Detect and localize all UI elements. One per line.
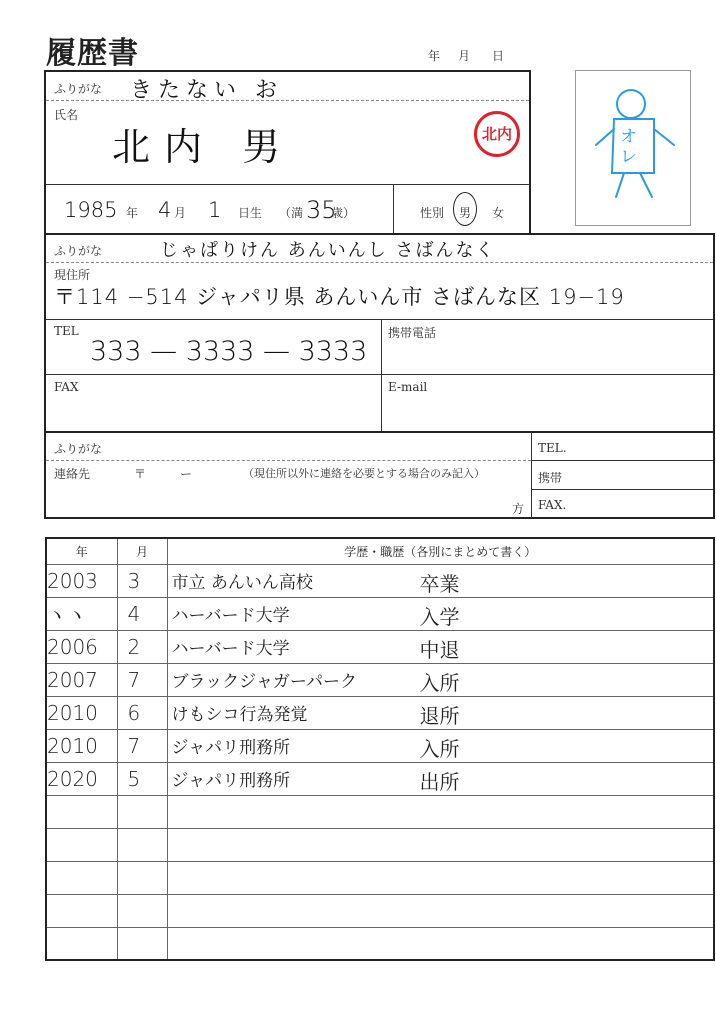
birth-year-label: 年 xyxy=(126,206,139,220)
history-month-cell[interactable] xyxy=(117,927,167,960)
email-label: E-mail xyxy=(388,380,428,394)
gender-circle-mark xyxy=(453,192,477,226)
birth-month[interactable]: 4 xyxy=(158,198,172,222)
history-status: 中退 xyxy=(419,637,460,662)
table-row xyxy=(46,564,714,597)
table-row xyxy=(46,894,714,927)
history-year-cell[interactable]: 2010 xyxy=(46,696,117,729)
history-desc: ハーバード大学 xyxy=(171,606,290,626)
history-month-cell[interactable]: 3 xyxy=(117,564,167,597)
contact-furigana-label: ふりがな xyxy=(54,442,103,456)
address-furigana-value[interactable]: じゃぱりけん あんいんし さばんなく xyxy=(160,240,496,261)
mobile-label: 携帯電話 xyxy=(388,326,437,340)
age-suffix: 歳） xyxy=(331,206,356,220)
history-body xyxy=(46,564,714,960)
address-furigana-divider xyxy=(46,262,713,263)
age-prefix: （満 xyxy=(279,206,304,220)
history-year-cell[interactable] xyxy=(46,927,117,960)
birth-month-label: 月 xyxy=(174,206,187,220)
name-label: 氏名 xyxy=(54,108,79,122)
table-row xyxy=(46,795,714,828)
history-desc: ジャパリ刑務所 xyxy=(171,771,291,791)
table-row xyxy=(46,828,714,861)
history-desc-cell[interactable] xyxy=(167,630,714,663)
contact-postal-mark: 〒 xyxy=(134,467,147,481)
history-year-cell[interactable]: 2003 xyxy=(46,564,117,597)
page-title: 履歴書 xyxy=(46,36,139,71)
table-row xyxy=(46,729,714,762)
history-month-cell[interactable] xyxy=(117,828,167,861)
contact-label: 連絡先 xyxy=(54,467,91,481)
history-table xyxy=(45,537,715,961)
table-row xyxy=(46,927,714,960)
history-month-cell[interactable]: 6 xyxy=(117,696,167,729)
history-month-cell[interactable] xyxy=(117,894,167,927)
history-desc-cell[interactable] xyxy=(167,663,714,696)
furigana-value[interactable]: きたない お xyxy=(130,78,283,103)
address-divider xyxy=(46,319,713,320)
birth-year[interactable]: 1985 xyxy=(64,198,118,222)
history-month-cell[interactable]: 5 xyxy=(117,762,167,795)
photo-text: オレ xyxy=(620,127,637,167)
history-year-cell[interactable] xyxy=(46,795,117,828)
history-status: 入所 xyxy=(419,670,460,695)
address-value[interactable]: 〒114 −514 ジャパリ県 あんいん市 さばんな区 19−19 xyxy=(54,285,625,309)
birth-day-label: 日生 xyxy=(238,206,263,220)
contact-mobile-divider xyxy=(532,489,713,490)
address-box xyxy=(44,233,715,433)
contact-care-of: 方 xyxy=(512,502,525,516)
history-status: 卒業 xyxy=(419,571,460,596)
tel-divider xyxy=(46,374,713,375)
contact-tel-divider xyxy=(532,460,713,461)
history-desc-cell[interactable] xyxy=(167,927,714,960)
table-row xyxy=(46,597,714,630)
gender-label: 性別 xyxy=(420,206,445,220)
history-year-cell[interactable]: 2006 xyxy=(46,630,117,663)
history-status: 入所 xyxy=(419,736,460,761)
table-row xyxy=(46,663,714,696)
history-year-cell[interactable]: 2007 xyxy=(46,663,117,696)
history-desc: ジャパリ刑務所 xyxy=(171,738,291,758)
furigana-label: ふりがな xyxy=(54,82,103,96)
history-desc: けもシコ行為発覚 xyxy=(171,705,308,725)
history-desc-cell[interactable] xyxy=(167,828,714,861)
age-value[interactable]: 35 xyxy=(306,196,337,224)
photo-box xyxy=(575,70,691,226)
history-status: 入学 xyxy=(419,604,460,629)
history-month-cell[interactable] xyxy=(117,861,167,894)
history-desc-cell[interactable] xyxy=(167,597,714,630)
table-row xyxy=(46,762,714,795)
fax-label: FAX xyxy=(54,380,79,394)
contact-mobile-label: 携帯 xyxy=(538,471,563,485)
history-year-cell[interactable] xyxy=(46,894,117,927)
contact-furigana-divider xyxy=(46,460,531,461)
history-month-cell[interactable] xyxy=(117,795,167,828)
history-header-desc: 学歴・職歴（各別にまとめて書く） xyxy=(167,538,714,564)
address-furigana-label: ふりがな xyxy=(54,244,103,258)
seal-stamp xyxy=(474,111,520,157)
furigana-divider xyxy=(46,100,529,101)
gender-divider xyxy=(393,185,394,234)
birth-day[interactable]: 1 xyxy=(208,198,222,222)
history-year-cell[interactable]: ヽヽ xyxy=(46,597,117,630)
history-year-cell[interactable]: 2010 xyxy=(46,729,117,762)
history-month-cell[interactable]: 7 xyxy=(117,729,167,762)
history-desc: ブラックジャガーパーク xyxy=(171,672,357,692)
gender-female[interactable]: 女 xyxy=(492,206,505,220)
table-row xyxy=(46,630,714,663)
contact-dash: ー xyxy=(180,467,193,481)
history-month-cell[interactable]: 2 xyxy=(117,630,167,663)
history-desc-cell[interactable] xyxy=(167,564,714,597)
history-desc: ハーバード大学 xyxy=(171,639,290,659)
history-header-month: 月 xyxy=(117,538,167,564)
history-desc-cell[interactable] xyxy=(167,696,714,729)
address-label: 現住所 xyxy=(54,268,91,282)
gender-male[interactable]: 男 xyxy=(459,206,472,220)
seal-text: 北内 xyxy=(481,124,512,143)
contact-tel-label: TEL. xyxy=(538,441,567,455)
history-year-cell[interactable] xyxy=(46,828,117,861)
history-status: 出所 xyxy=(419,769,460,794)
history-desc-cell[interactable] xyxy=(167,861,714,894)
history-desc-cell[interactable] xyxy=(167,894,714,927)
history-year-cell[interactable] xyxy=(46,861,117,894)
history-desc-cell[interactable] xyxy=(167,729,714,762)
history-month-cell[interactable]: 7 xyxy=(117,663,167,696)
date-day-label: 日 xyxy=(492,49,505,63)
tel-label: TEL xyxy=(54,324,79,338)
contact-fax-label: FAX. xyxy=(538,498,567,512)
date-year-label: 年 xyxy=(428,49,441,63)
tel-value[interactable]: 333 — 3333 — 3333 xyxy=(90,336,368,367)
history-year-cell[interactable]: 2020 xyxy=(46,762,117,795)
date-month-label: 月 xyxy=(458,49,471,63)
contact-note: （現住所以外に連絡を必要とする場合のみ記入） xyxy=(243,467,485,480)
history-desc: 市立 あんいん高校 xyxy=(171,573,313,593)
tel-mobile-divider xyxy=(381,320,382,432)
history-desc-cell[interactable] xyxy=(167,762,714,795)
table-row xyxy=(46,861,714,894)
contact-side-divider xyxy=(531,432,532,518)
history-header-row xyxy=(46,538,714,564)
name-value[interactable]: 北内 男 xyxy=(112,125,295,169)
history-status: 退所 xyxy=(419,703,460,728)
table-row xyxy=(46,696,714,729)
history-desc-cell[interactable] xyxy=(167,795,714,828)
name-divider xyxy=(46,184,529,185)
history-month-cell[interactable]: 4 xyxy=(117,597,167,630)
history-header-year: 年 xyxy=(46,538,117,564)
